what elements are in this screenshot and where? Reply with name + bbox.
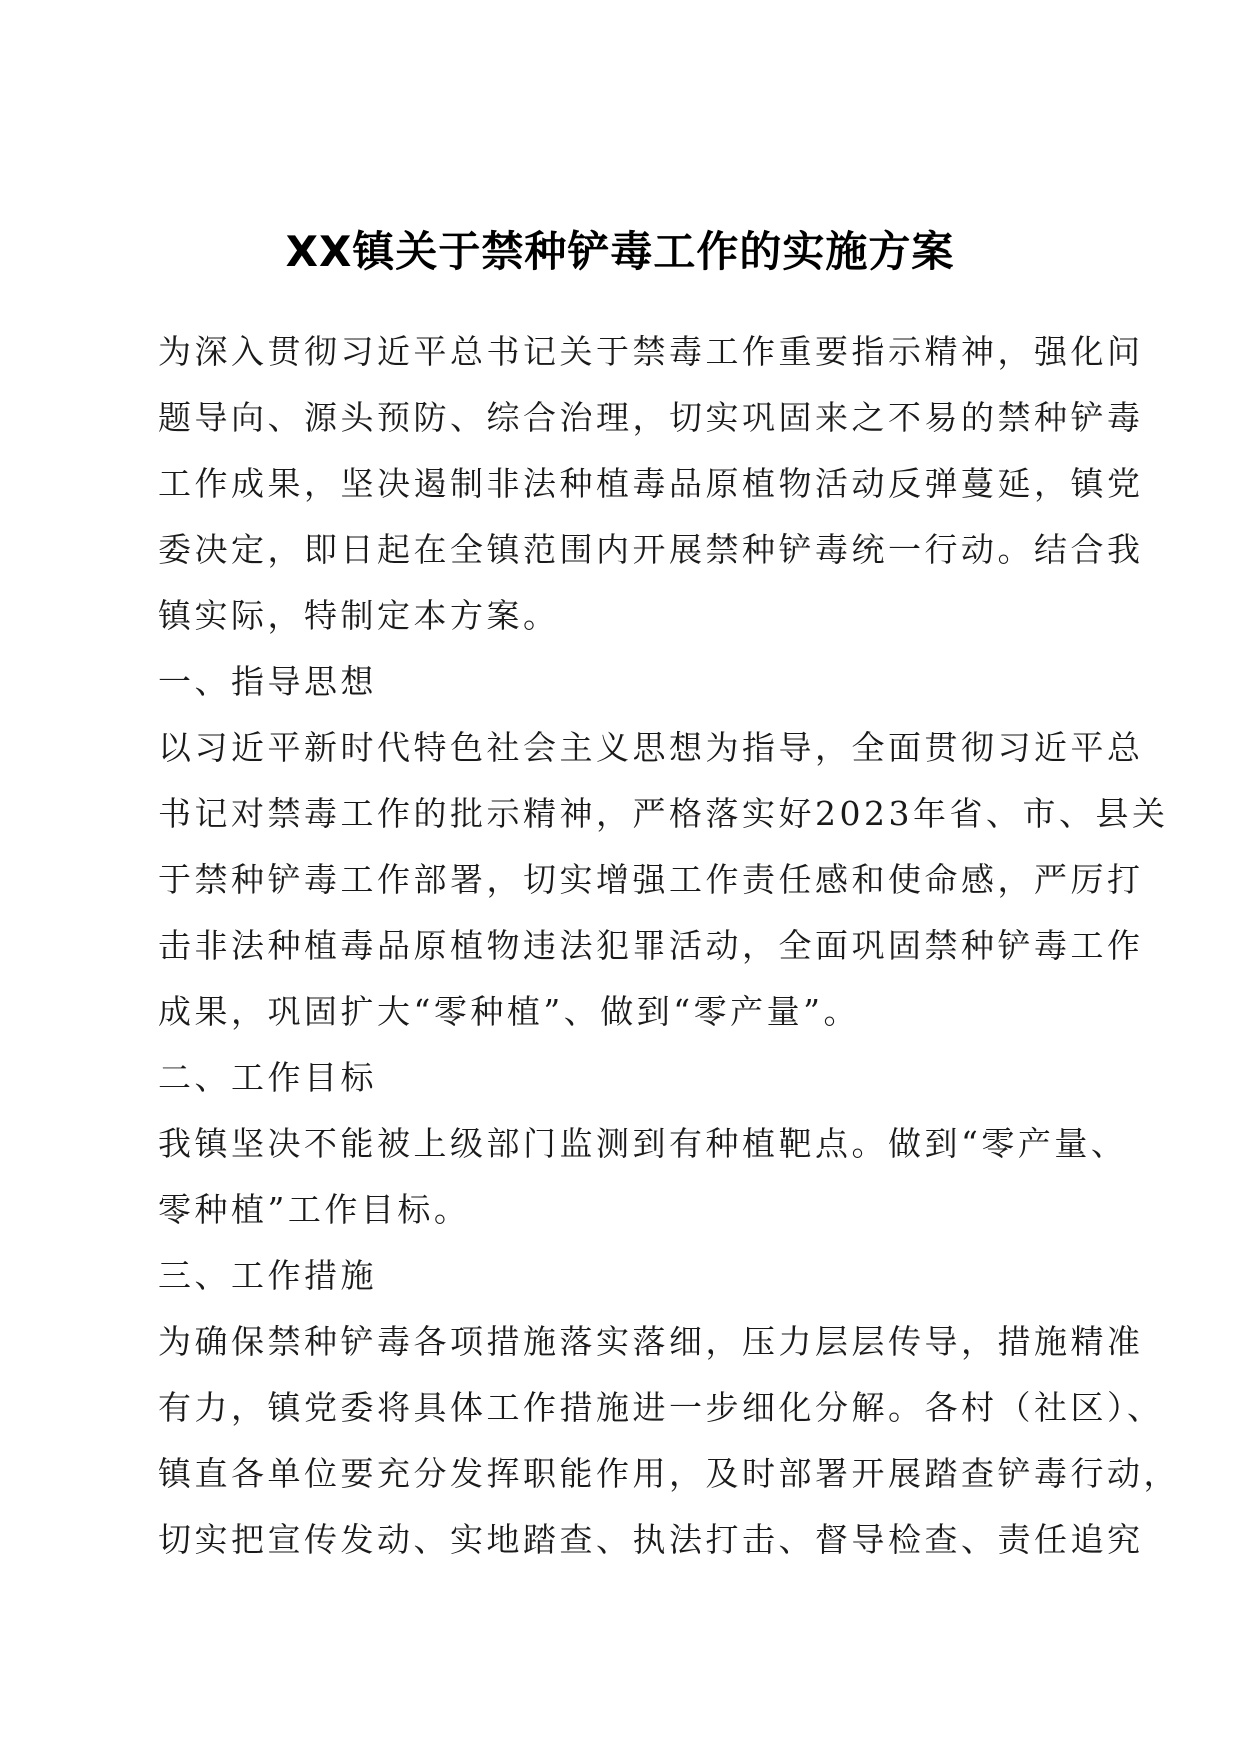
paragraph-line: 工作成果，坚决遏制非法种植毒品原植物活动反弹蔓延，镇党 bbox=[158, 464, 1144, 503]
paragraph-line: 我镇坚决不能被上级部门监测到有种植靶点。做到“零产量、 bbox=[158, 1124, 1128, 1163]
section-heading: 一、指导思想 bbox=[158, 662, 377, 701]
paragraph-line: 以习近平新时代特色社会主义思想为指导，全面贯彻习近平总 bbox=[158, 728, 1144, 767]
paragraph-line: 委决定，即日起在全镇范围内开展禁种铲毒统一行动。结合我 bbox=[158, 530, 1144, 569]
paragraph-line: 书记对禁毒工作的批示精神，严格落实好2023年省、市、县关 bbox=[158, 794, 1169, 833]
paragraph-line: 切实把宣传发动、实地踏查、执法打击、督导检查、责任追究 bbox=[158, 1520, 1144, 1559]
paragraph-line: 于禁种铲毒工作部署，切实增强工作责任感和使命感，严厉打 bbox=[158, 860, 1144, 899]
section-heading: 二、工作目标 bbox=[158, 1058, 377, 1097]
paragraph-line: 零种植”工作目标。 bbox=[158, 1190, 471, 1229]
paragraph-line: 为确保禁种铲毒各项措施落实落细，压力层层传导，措施精准 bbox=[158, 1322, 1144, 1361]
paragraph-line: 成果，巩固扩大“零种植”、做到“零产量”。 bbox=[158, 992, 860, 1031]
paragraph-line: 题导向、源头预防、综合治理，切实巩固来之不易的禁种铲毒 bbox=[158, 398, 1144, 437]
document-body bbox=[158, 319, 1180, 1573]
document-title: XX镇关于禁种铲毒工作的实施方案 bbox=[285, 227, 955, 276]
section-heading: 三、工作措施 bbox=[158, 1256, 377, 1295]
paragraph-line: 镇直各单位要充分发挥职能作用，及时部署开展踏查铲毒行动， bbox=[158, 1454, 1180, 1493]
paragraph-line: 镇实际，特制定本方案。 bbox=[158, 596, 560, 635]
paragraph-line: 击非法种植毒品原植物违法犯罪活动，全面巩固禁种铲毒工作 bbox=[158, 926, 1144, 965]
paragraph-line: 有力，镇党委将具体工作措施进一步细化分解。各村（社区）、 bbox=[158, 1388, 1164, 1427]
paragraph-line: 为深入贯彻习近平总书记关于禁毒工作重要指示精神，强化问 bbox=[158, 332, 1144, 371]
